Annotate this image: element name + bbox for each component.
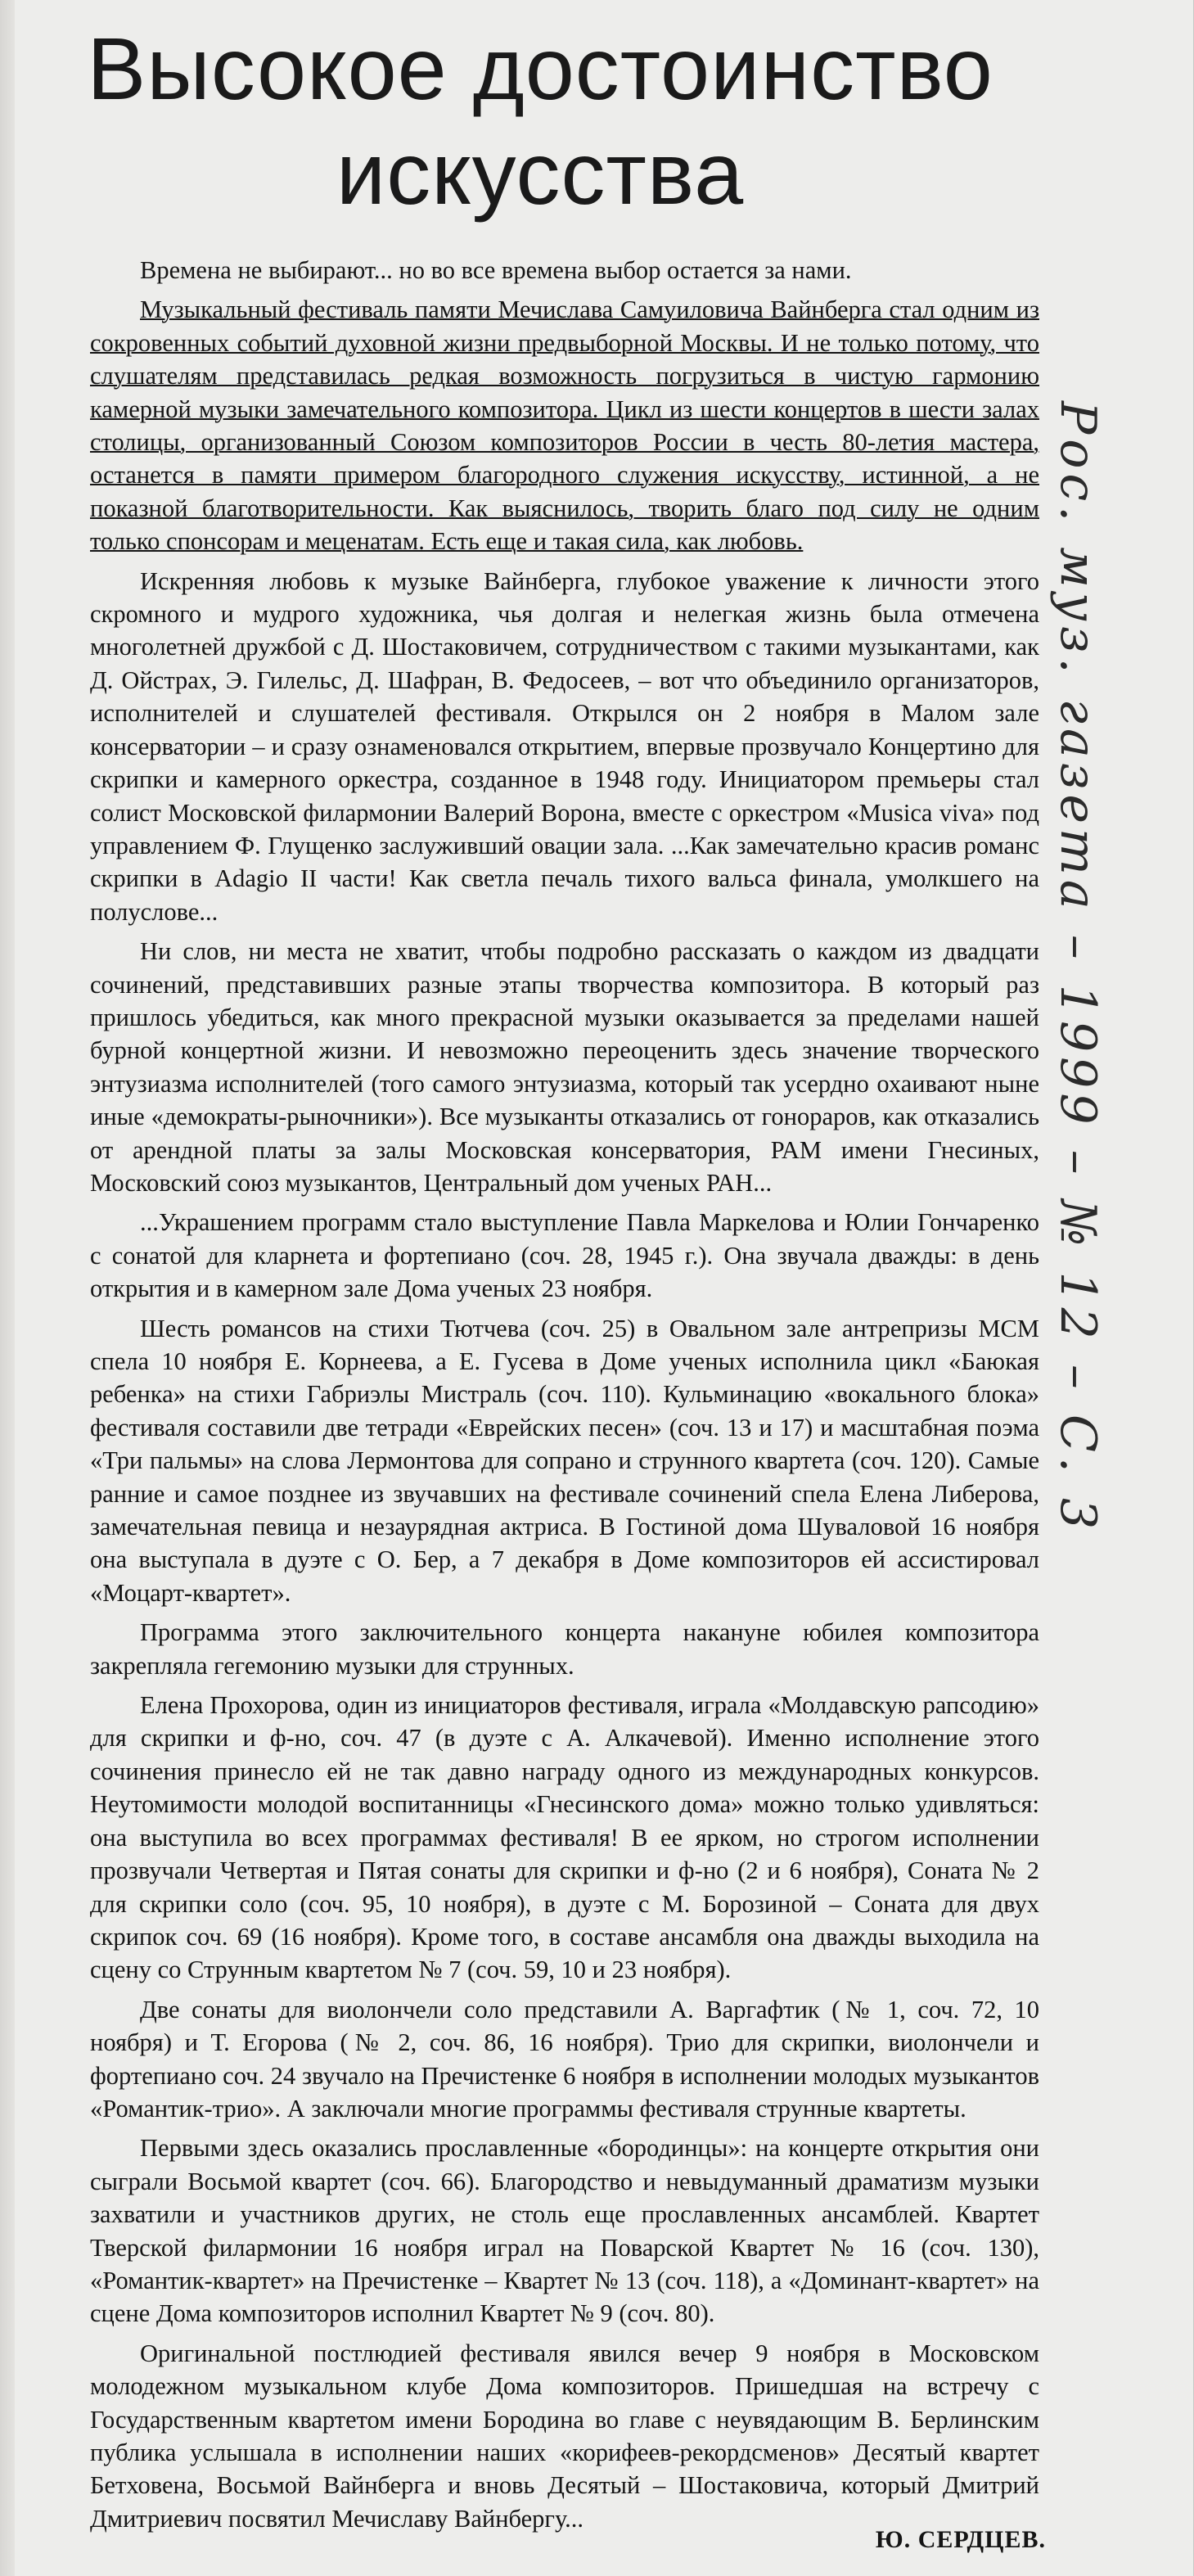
paragraph-epigraph: Времена не выбирают... но во все времена выбор остается за нами. (140, 256, 852, 284)
paragraph: Две сонаты для виолончели соло представили А. Варгафтик (№ 1, соч. 72, 10 ноября) и Т. Егорова (№ 2, соч. 86, 16 ноября). Трио для скрипки, виолончели и фортепиано соч. 24 звучало на Пречистенке 6 ноября в исполнении молодых музыкантов «Романтик-трио». А заключали многие программы фестиваля струнные квартеты. (90, 1995, 1039, 2123)
paragraph: Елена Прохорова, один из инициаторов фестиваля, играла «Молдавскую рапсодию» для скрипки и ф-но, соч. 47 (в дуэте с А. Алкачевой). Именно исполнение этого сочинения принесло ей не так давно награду одного из международных конкурсов. Неутомимости молодой воспитанницы «Гнесинского дома» можно только удивляться: она выступила во всех программах фестиваля! В ее ярком, но строгом исполнении прозвучали Четвертая и Пятая сонаты для скрипки и ф-но (2 и 6 ноября), Соната № 2 для скрипки соло (соч. 95, 10 ноября), в дуэте с М. Борозиной – Соната для двух скрипок соч. 69 (16 ноября). Кроме того, в составе ансамбля она дважды выходила на сцену со Струнным квартетом № 7 (соч. 59, 10 и 23 ноября). (90, 1691, 1039, 1984)
handwritten-margin-note (1041, 401, 1115, 1535)
margin-note-text: Рос. муз. газета – 1999 – № 12 – С. 3 (1049, 401, 1106, 1535)
paragraph: Оригинальной постлюдией фестиваля явился вечер 9 ноября в Московском молодежном музыкальном клубе Дома композиторов. Пришедшая на встречу с Государственным квартетом имени Бородина во главе с неувядающим В. Берлинским публика услышала в исполнении наших «корифеев-рекордсменов» Десятый квартет Бетховена, Восьмой Вайнберга и вновь Десятый – Шостаковича, который Дмитрий Дмитриевич посвятил Мечиславу Вайнбергу... (90, 2339, 1039, 2533)
article-headline (33, 16, 1048, 226)
author-signature: Ю. СЕРДЦЕВ. (875, 2526, 1046, 2553)
paragraph-intro-text: Музыкальный фестиваль памяти Мечислава Самуиловича Вайнберга стал одним из сокровенных событий духовной жизни предвыборной Москвы. И не только потому, что слушателям представилась редкая возможность погрузиться в чистую гармонию камерной музыки замечательного композитора. Цикл из шести концертов в шести залах столицы, организованный Союзом композиторов России в честь 80-летия мастера, останется в памяти примером благородного служения искусству, истинной, а не показной благотворительности. Как выяснилось, творить благо под силу не одним только спонсорам и меценатам. Есть еще и такая сила, как любовь. (90, 295, 1039, 556)
paragraph: Первыми здесь оказались прославленные «бородинцы»: на концерте открытия они сыграли Восьмой квартет (соч. 66). Благородство и невыдуманный драматизм музыки захватили и участников других, не столь еще прославленных ансамблей. Квартет Тверской филармонии 16 ноября играл на Поварской Квартет № 16 (соч. 130), «Романтик-квартет» на Пречистенке – Квартет № 13 (соч. 118), а «Доминант-квартет» на сцене Дома композиторов исполнил Квартет № 9 (соч. 80). (90, 2134, 1039, 2328)
paragraph: Искренняя любовь к музыке Вайнберга, глубокое уважение к личности этого скромного и мудрого художника, чья долгая и нелегкая жизнь была отмечена многолетней дружбой с Д. Шостаковичем, сотрудничеством с такими музыкантами, как Д. Ойстрах, Э. Гилельс, Д. Шафран, В. Федосеев, – вот что объединило организаторов, исполнителей и слушателей фестиваля. Открылся он 2 ноября в Малом зале консерватории – и сразу ознаменовался открытием, впервые прозвучало Концертино для скрипки и камерного оркестра, созданное в 1948 году. Инициатором премьеры стал солист Московской филармонии Валерий Ворона, вместе с оркестром «Musica viva» под управлением Ф. Глущенко заслуживший овации зала. ...Как замечательно красив романс скрипки в Adagio II части! Как светла печаль тихого вальса финала, умолкшего на полуслове... (90, 566, 1039, 926)
headline-line-1: Высокое достоинство (87, 19, 993, 118)
paragraph: ...Украшением программ стало выступление Павла Маркелова и Юлии Гончаренко с сонатой для кларнета и фортепиано (соч. 28, 1945 г.). Она звучала дважды: в день открытия и в камерном зале Дома ученых 23 ноября. (90, 1208, 1039, 1303)
article-body (90, 254, 1039, 2535)
paragraph: Шесть романсов на стихи Тютчева (соч. 25) в Овальном зале антрепризы МСМ спела 10 ноября Е. Корнеева, а Е. Гусева в Доме ученых исполнила цикл «Баюкая ребенка» на стихи Габриэлы Мистраль (соч. 110). Кульминацию «вокального блока» фестиваля составили две тетради «Еврейских песен» (соч. 13 и 17) и масштабная поэма «Три пальмы» на слова Лермонтова для сопрано и струнного квартета (соч. 120). Самые ранние и самое позднее из звучавших на фестивале сочинений спела Елена Либерова, замечательная певица и незаурядная актриса. В Гостиной дома Шуваловой 16 ноября она выступала в дуэте с О. Бер, а 7 декабря в Доме композиторов ей ассистировал «Моцарт-квартет». (90, 1314, 1039, 1607)
paragraph: Ни слов, ни места не хватит, чтобы подробно рассказать о каждом из двадцати сочинений, представивших разные этапы творчества композитора. В который раз пришлось убедиться, как много прекрасной музыки оказывается за пределами нашей бурной концертной жизни. И невозможно переоценить здесь значение творческого энтузиазма исполнителей (того самого энтузиазма, который так усердно охаивают ныне иные «демократы-рыночники»). Все музыканты отказались от гонораров, как отказались от арендной платы за залы Московская консерватория, РАМ имени Гнесиных, Московский союз музыкантов, Центральный дом ученых РАН... (90, 937, 1039, 1197)
paragraph: Программа этого заключительного концерта накануне юбилея композитора закрепляла гегемонию музыки для струнных. (90, 1618, 1039, 1680)
clipping-left-edge (0, 0, 15, 2576)
paragraph-intro (90, 293, 1039, 557)
headline-line-2: искусства (336, 124, 745, 223)
